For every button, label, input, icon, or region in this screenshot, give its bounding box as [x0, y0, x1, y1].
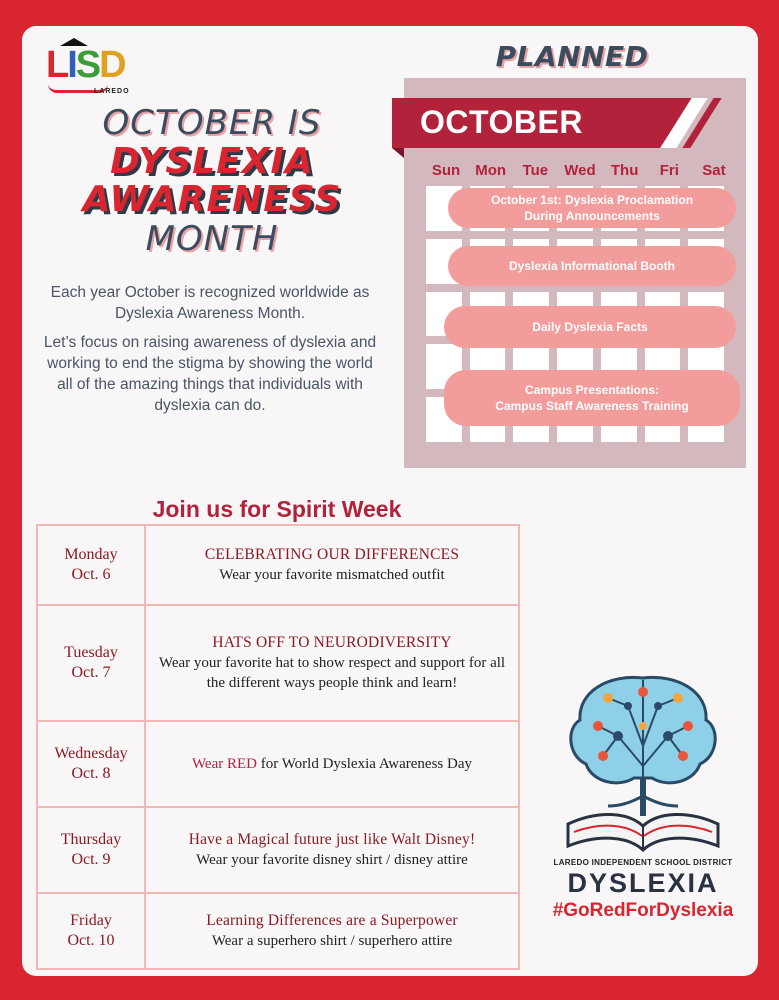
logo-subtext: LAREDO [94, 88, 130, 95]
intro-paragraph-2: Let’s focus on raising awareness of dyslexia and working to end the stigma by showing the world all of the amazing things that individuals with dyslexia can do. [43, 334, 377, 414]
weekday-wed: Wed [564, 162, 596, 179]
table-row [37, 893, 519, 969]
table-row [37, 721, 519, 807]
activity-text: Wear your favorite mismatched outfit [219, 567, 445, 583]
activity-cell [145, 807, 519, 893]
october-calendar [404, 78, 746, 468]
wear-red-text: Wear RED [191, 756, 257, 772]
activity-cell [145, 721, 519, 807]
event-presentations [444, 370, 740, 426]
month-title: OCTOBER [420, 104, 583, 140]
day-date: Oct. 7 [71, 664, 111, 681]
flyer-page [22, 26, 758, 976]
event-label: Dyslexia Informational Booth [508, 259, 676, 273]
event-proclamation [448, 188, 736, 228]
activity-cell [145, 605, 519, 721]
title-line-1: OCTOBER IS [102, 103, 322, 143]
title-line-4: MONTH [145, 219, 279, 259]
event-daily-facts [444, 306, 736, 348]
table-row [37, 525, 519, 605]
activity-heading: HATS OFF TO NEURODIVERSITY [212, 634, 452, 651]
activity-text: Wear a superhero shirt / superhero attire [211, 933, 453, 949]
logo-letters: LISD [46, 44, 125, 86]
main-title [82, 103, 342, 259]
activity-text: Wear your favorite hat to show respect and support for all the different ways people think and learn! [158, 655, 506, 691]
day-cell [37, 721, 145, 807]
weekday-thu: Thu [610, 162, 639, 179]
banner-fold [392, 148, 404, 158]
day-name: Tuesday [64, 644, 118, 661]
day-cell [37, 893, 145, 969]
table-row [37, 605, 519, 721]
dyslexia-wordmark: DYSLEXIA [567, 868, 719, 898]
activity-text: for World Dyslexia Awareness Day [257, 756, 473, 772]
activity-cell [145, 893, 519, 969]
spirit-week-table [36, 524, 520, 970]
activity-heading: Learning Differences are a Superpower [206, 912, 458, 929]
day-cell [37, 605, 145, 721]
day-name: Friday [70, 912, 112, 929]
day-name: Thursday [60, 831, 122, 848]
day-cell [37, 525, 145, 605]
event-booth [448, 246, 736, 286]
day-cell [37, 807, 145, 893]
weekday-fri: Fri [659, 162, 679, 179]
event-label: Daily Dyslexia Facts [532, 320, 648, 334]
activity-text: Wear your favorite disney shirt / disney attire [196, 852, 468, 868]
title-line-2: DYSLEXIA [110, 141, 314, 182]
weekday-sun: Sun [431, 162, 461, 179]
day-date: Oct. 8 [71, 765, 111, 782]
district-name: LAREDO INDEPENDENT SCHOOL DISTRICT [553, 858, 733, 867]
intro-paragraph-1: Each year October is recognized worldwide as Dyslexia Awareness Month. [50, 284, 370, 322]
weekday-header [424, 162, 736, 179]
event-label: Campus Presentations: Campus Staff Awareness Training [495, 383, 689, 413]
planned-activities-title: PLANNED [495, 40, 649, 73]
activity-heading: CELEBRATING OUR DIFFERENCES [204, 546, 460, 563]
weekday-tue: Tue [522, 162, 549, 179]
weekday-sat: Sat [702, 162, 726, 179]
dyslexia-brain-logo [548, 666, 738, 876]
day-name: Wednesday [54, 745, 128, 762]
day-date: Oct. 10 [67, 932, 115, 949]
hashtag: #GoRedForDyslexia [552, 900, 734, 921]
intro-text [40, 282, 380, 424]
activity-heading: Have a Magical future just like Walt Disney! [188, 831, 476, 848]
month-banner [392, 98, 660, 148]
lisd-logo [46, 38, 146, 100]
activity-cell [145, 525, 519, 605]
day-name: Monday [64, 546, 118, 563]
day-date: Oct. 6 [71, 566, 111, 583]
table-row [37, 807, 519, 893]
spirit-week-title: Join us for Spirit Week [152, 496, 402, 522]
brain-book-icon [548, 666, 738, 866]
title-line-3: AWARENESS [82, 179, 342, 220]
day-date: Oct. 9 [71, 851, 111, 868]
weekday-mon: Mon [475, 162, 507, 179]
event-label: October 1st: Dyslexia Proclamation During Announcements [490, 193, 694, 223]
